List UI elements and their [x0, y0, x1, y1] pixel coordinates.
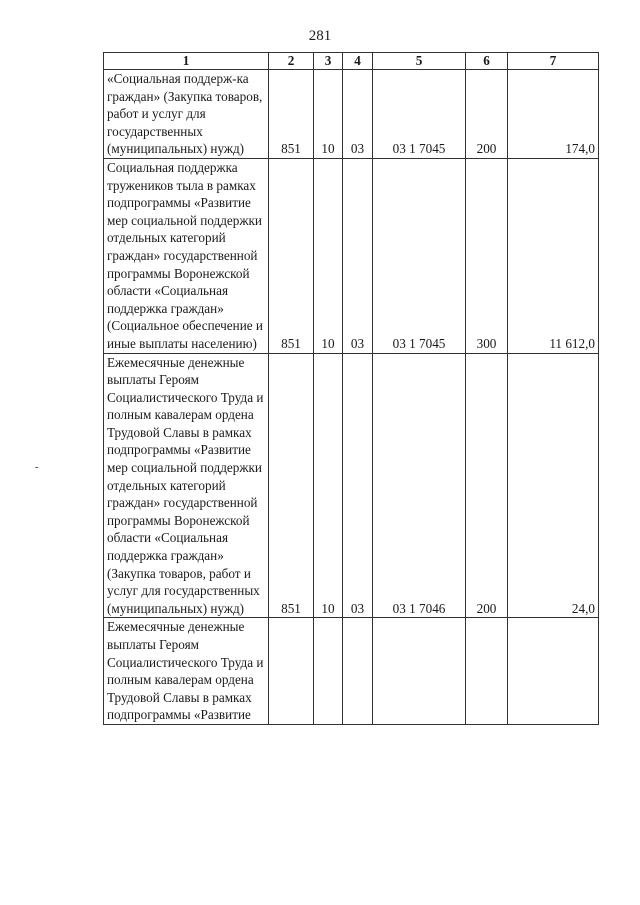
column-header: 5: [373, 53, 466, 70]
cell-col2: 851: [269, 353, 314, 618]
column-header: 7: [508, 53, 599, 70]
cell-amount: 24,0: [508, 353, 599, 618]
row-description: Социальная поддержка тружеников тыла в рамках подпрограммы «Развитие мер социальной поддержки отдельных категорий граждан» государственной программы Воронежской области «Социальная поддержка граждан» (Социальное обеспечение и иные выплаты населению): [104, 158, 269, 353]
cell-col2: 851: [269, 158, 314, 353]
cell-col5: 03 1 7045: [373, 70, 466, 159]
column-header: 6: [466, 53, 508, 70]
budget-table: [103, 52, 599, 725]
column-header: 2: [269, 53, 314, 70]
header-row: [104, 53, 599, 70]
page-number: 281: [308, 28, 332, 44]
table-row: [104, 618, 599, 725]
cell-col5: [373, 618, 466, 725]
cell-col4: 03: [343, 70, 373, 159]
cell-col5: 03 1 7045: [373, 158, 466, 353]
cell-amount: 11 612,0: [508, 158, 599, 353]
cell-col6: 200: [466, 353, 508, 618]
cell-col3: [314, 618, 343, 725]
cell-amount: [508, 618, 599, 725]
column-header: 1: [104, 53, 269, 70]
table-row: [104, 70, 599, 159]
cell-col5: 03 1 7046: [373, 353, 466, 618]
row-description: Ежемесячные денежные выплаты Героям Социалистического Труда и полным кавалерам ордена Трудовой Славы в рамках подпрограммы «Развитие мер социальной поддержки отдельных категорий граждан» государственной программы Воронежской области «Социальная поддержка граждан» (Закупка товаров, работ и услуг для государственных (муниципальных) нужд): [104, 353, 269, 618]
cell-col4: 03: [343, 353, 373, 618]
cell-col6: [466, 618, 508, 725]
column-header: 4: [343, 53, 373, 70]
cell-col3: 10: [314, 158, 343, 353]
table-row: [104, 158, 599, 353]
cell-col3: 10: [314, 70, 343, 159]
cell-col6: 200: [466, 70, 508, 159]
row-description: «Социальная поддерж-ка граждан» (Закупка товаров, работ и услуг для государственных (муниципальных) нужд): [104, 70, 269, 159]
cell-col4: 03: [343, 158, 373, 353]
cell-col6: 300: [466, 158, 508, 353]
scan-artifact: -: [35, 462, 39, 473]
cell-amount: 174,0: [508, 70, 599, 159]
column-header: 3: [314, 53, 343, 70]
cell-col3: 10: [314, 353, 343, 618]
row-description: Ежемесячные денежные выплаты Героям Социалистического Труда и полным кавалерам ордена Трудовой Славы в рамках подпрограммы «Развитие: [104, 618, 269, 725]
cell-col2: [269, 618, 314, 725]
table-row: [104, 353, 599, 618]
cell-col2: 851: [269, 70, 314, 159]
cell-col4: [343, 618, 373, 725]
